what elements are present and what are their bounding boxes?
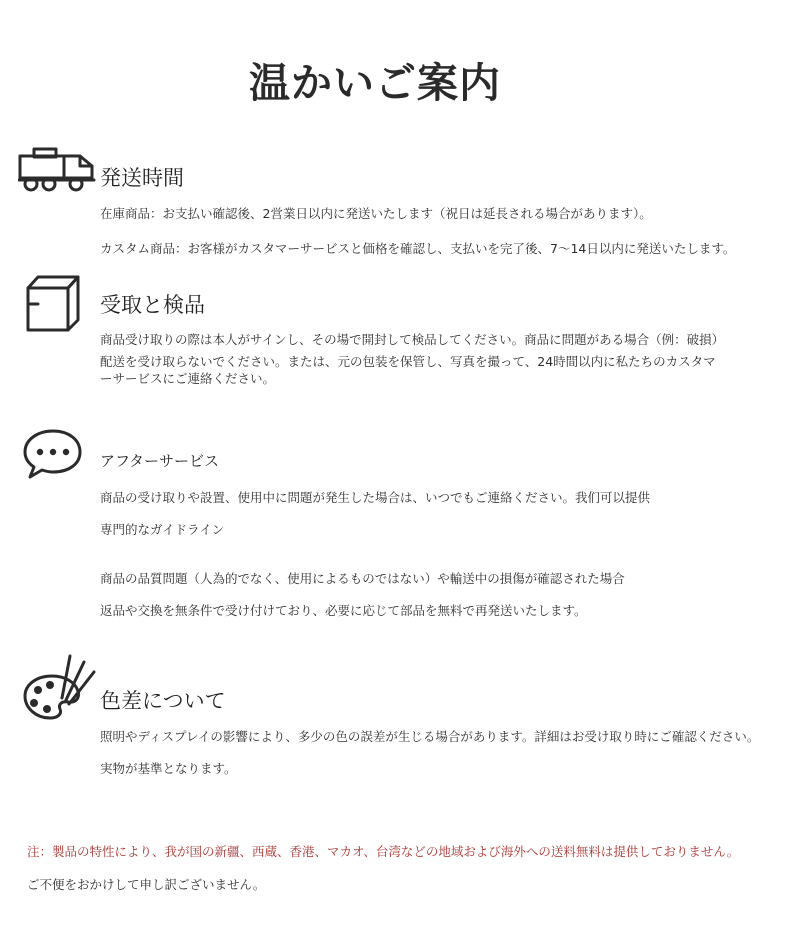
chat-bubble-icon <box>22 428 84 480</box>
box-icon <box>24 274 84 334</box>
section-heading-receipt: 受取と検品 <box>100 293 205 317</box>
receipt-line-2: 配送を受け取らないでください。または、元の包装を保管し、写真を撮って、24時間以内に私たちのカスタマ <box>100 354 716 369</box>
page-title: 温かいご案内 <box>249 59 501 107</box>
truck-icon <box>18 146 98 192</box>
color-line-1: 照明やディスプレイの影響により、多少の色の誤差が生じる場合があります。詳細はお受け取り時にご確認ください。 <box>100 729 760 744</box>
after-service-line-2: 専門的なガイドライン <box>100 522 225 537</box>
shipping-line-2: カスタム商品：お客様がカスタマーサービスと価格を確認し、支払いを完了後、7〜14日以内に発送いたします。 <box>100 241 736 256</box>
shipping-restriction-note: 注：製品の特性により、我が国の新疆、西蔵、香港、マカオ、台湾などの地域および海外への送料無料は提供しておりません。 <box>27 844 740 859</box>
after-service-line-3: 商品の品質問題（人為的でなく、使用によるものではない）や輸送中の損傷が確認された場合 <box>100 571 625 586</box>
shipping-line-1: 在庫商品：お支払い確認後、2営業日以内に発送いたします（祝日は延長される場合があります）。 <box>100 206 652 221</box>
after-service-line-4: 返品や交換を無条件で受け付けており、必要に応じて部品を無料で再発送いたします。 <box>100 603 587 618</box>
receipt-line-3: ーサービスにご連絡ください。 <box>100 371 276 386</box>
color-line-2: 実物が基準となります。 <box>100 761 237 776</box>
palette-icon <box>22 652 98 722</box>
section-heading-color: 色差について <box>100 689 226 713</box>
section-heading-shipping: 発送時間 <box>100 166 184 190</box>
after-service-line-1: 商品の受け取りや設置、使用中に問題が発生した場合は、いつでもご連絡ください。我们可以提供 <box>100 490 651 505</box>
receipt-line-1: 商品受け取りの際は本人がサインし、その場で開封して検品してください。商品に問題がある場合（例：破損） <box>100 332 725 347</box>
apology-note: ご不便をおかけして申し訳ございません。 <box>27 877 266 892</box>
section-heading-after-service: アフターサービス <box>100 452 219 470</box>
